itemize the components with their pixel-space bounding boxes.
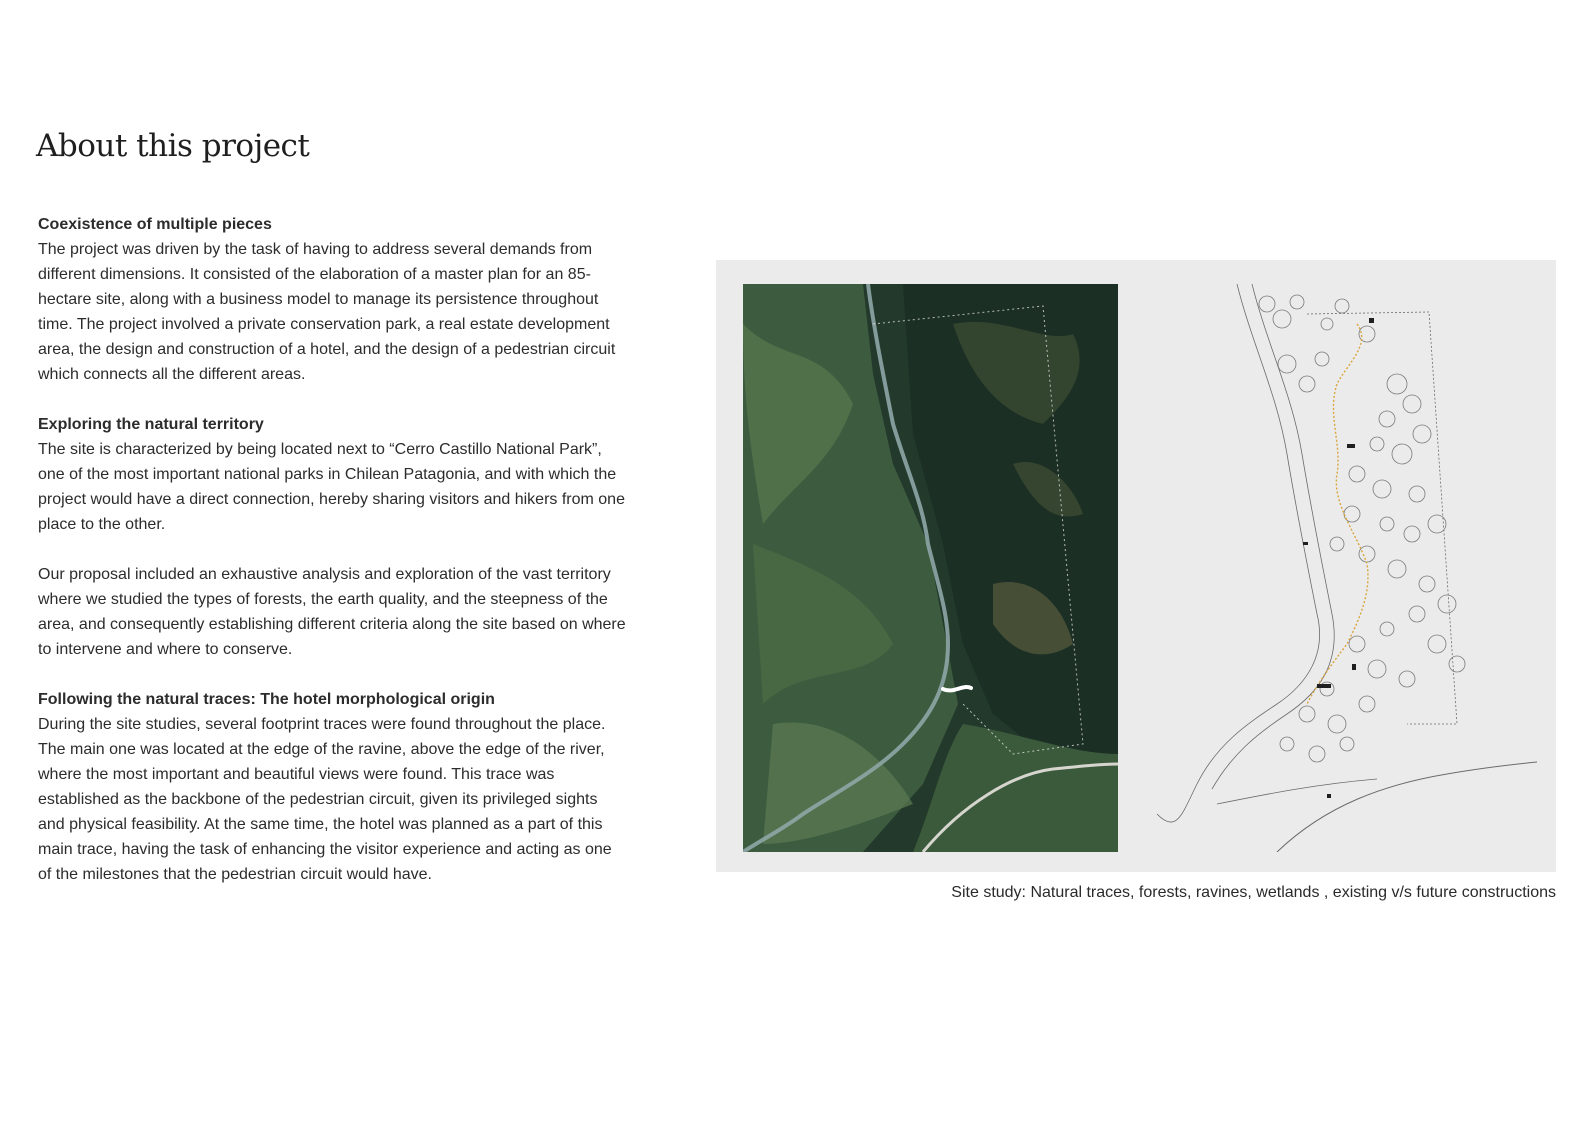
satellite-image [743, 284, 1118, 852]
section-paragraph: The site is characterized by being located next to “Cerro Castillo National Park”, one of the most important national parks in Chilean Patagonia, and with which the project would have a direct connection, hereby sharing visitors and hikers from one place to the other. [38, 441, 625, 533]
section-coexistence [38, 212, 628, 387]
site-plan-drawing [1157, 284, 1537, 852]
section-proposal [38, 562, 628, 662]
section-heading: Exploring the natural territory [38, 416, 264, 433]
section-heading: Coexistence of multiple pieces [38, 216, 272, 233]
section-natural-traces [38, 687, 628, 887]
section-heading: Following the natural traces: The hotel morphological origin [38, 691, 495, 708]
site-study-figure [716, 260, 1556, 872]
section-paragraph: Our proposal included an exhaustive analysis and exploration of the vast territory where we studied the types of forests, the earth quality, and the steepness of the area, and consequently establishing different criteria along the site based on where to intervene and where to conserve. [38, 566, 626, 658]
section-paragraph: During the site studies, several footprint traces were found throughout the place. The main one was located at the edge of the ravine, above the edge of the river, where the most important and beautiful views were found. This trace was established as the backbone of the pedestrian circuit, given its privileged sights and physical feasibility. At the same time, the hotel was planned as a part of this main trace, having the task of enhancing the visitor experience and acting as one of the milestones that the pedestrian circuit would have. [38, 716, 612, 883]
page-title: About this project [36, 128, 310, 164]
figure-caption: Site study: Natural traces, forests, ravines, wetlands , existing v/s future constructions [951, 884, 1556, 901]
section-paragraph: The project was driven by the task of having to address several demands from different dimensions. It consisted of the elaboration of a master plan for an 85-hectare site, along with a business model to manage its persistence throughout time. The project involved a private conservation park, a real estate development area, the design and construction of a hotel, and the design of a pedestrian circuit which connects all the different areas. [38, 241, 616, 383]
article-body [38, 212, 628, 912]
section-exploring [38, 412, 628, 537]
